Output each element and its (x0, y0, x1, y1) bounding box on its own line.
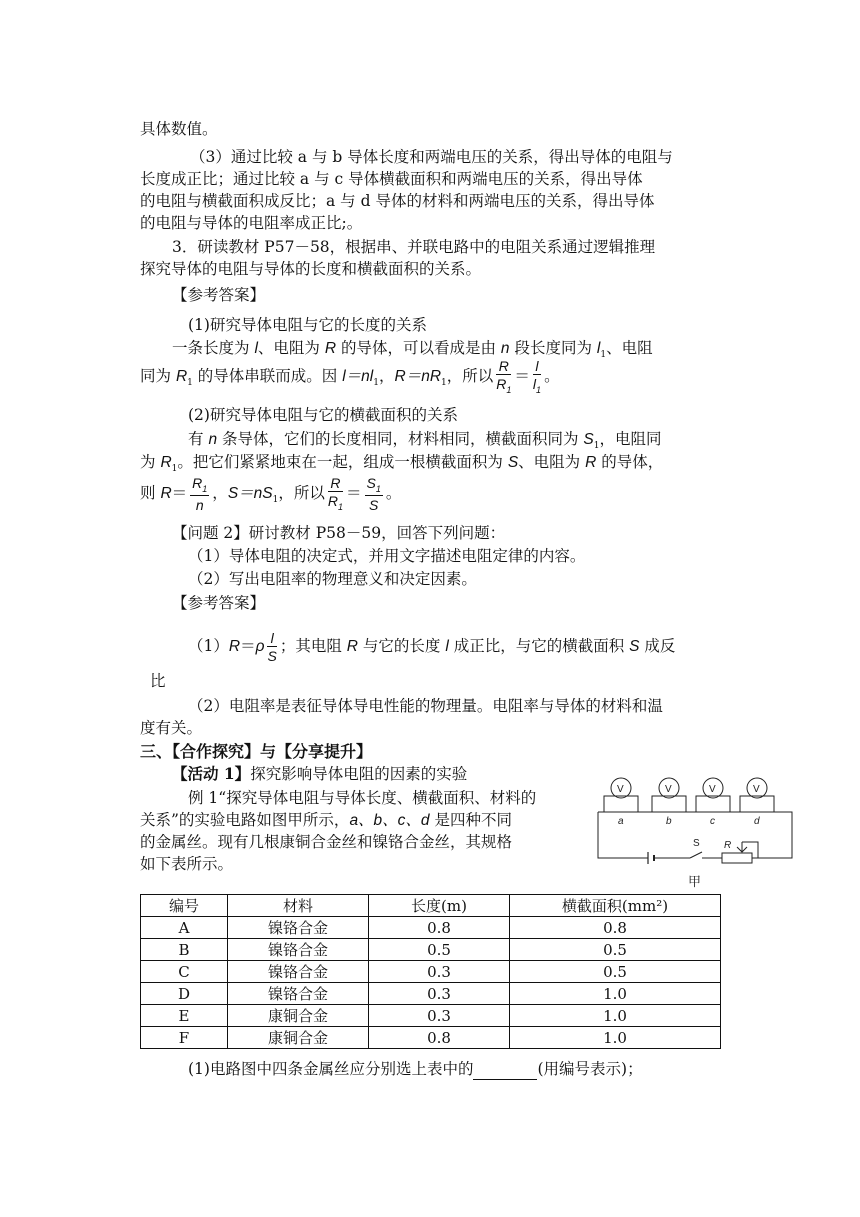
table-cell: A (141, 917, 228, 939)
table-cell: 0.3 (369, 983, 510, 1005)
table-row (141, 1005, 721, 1027)
formula-line: 则 R＝ $\frac{R_1}{n}$ ，$S=nS_1$，所以 $\frac{R}{R_1}$ ＝ $\frac{S_1}{S}$ 。 (140, 475, 402, 513)
text-line: 具体数值。 (140, 120, 218, 138)
table-cell: F (141, 1027, 228, 1049)
answer-heading: 【参考答案】 (172, 594, 266, 612)
formula-line: （1）R＝ρ $\frac{l}{S}$ ；其电阻 R 与它的长度 l 成正比，与它的横截面积 S 成反 (188, 630, 676, 664)
switch-label: S (693, 838, 700, 849)
wire-label-a: a (618, 816, 624, 827)
text-line: 探究导体的电阻与导体的长度和横截面积的关系。 (140, 260, 482, 278)
table-cell: 康铜合金 (228, 1005, 369, 1027)
table-header: 长度(m) (369, 895, 510, 917)
table-cell: 0.3 (369, 961, 510, 983)
text-line: （1）导体电阻的决定式，并用文字描述电阻定律的内容。 (188, 547, 586, 565)
wire-label-d: d (754, 816, 760, 827)
formula-line: 一条长度为 l、电阻为 R 的导体，可以看成是由 n 段长度同为 $l_1$、电阻 (172, 339, 653, 361)
table-cell: 镍铬合金 (228, 939, 369, 961)
table-cell: 0.5 (510, 961, 721, 983)
meter-symbol: V (753, 784, 760, 795)
fraction: $\frac{l}{S}$ (267, 630, 277, 664)
table-row (141, 961, 721, 983)
text-line: 如下表所示。 (140, 855, 234, 873)
text-line: （3）通过比较 a 与 b 导体长度和两端电压的关系，得出导体的电阻与 (190, 148, 673, 166)
text-line: （2）电阻率是表征导体导电性能的物理量。电阻率与导体的材料和温 (188, 697, 663, 715)
table-cell: D (141, 983, 228, 1005)
table-cell: 0.8 (369, 917, 510, 939)
formula-line: 同为 $R_1$ 的导体串联而成。因 $l=nl_1$，$R=nR_1$，所以 $\frac{R}{R_1}$ ＝ $\frac{l}{l_1}$ 。 (140, 358, 560, 395)
table-cell: 0.8 (510, 917, 721, 939)
answer-blank (473, 1063, 537, 1080)
meter-symbol: V (665, 784, 672, 795)
question-line: (1)电路图中四条金属丝应分别选上表中的 (用编号表示)； (188, 1060, 643, 1078)
table-row (141, 983, 721, 1005)
wire-label-c: c (710, 816, 715, 827)
table-row (141, 939, 721, 961)
section-heading: 三、【合作探究】与【分享提升】 (140, 742, 373, 761)
table-cell: 0.5 (369, 939, 510, 961)
text-line: 关系”的实验电路如图甲所示，a、b、c、d 是四种不同 (140, 811, 512, 829)
table-cell: E (141, 1005, 228, 1027)
table-cell: 镍铬合金 (228, 917, 369, 939)
table-cell: 镍铬合金 (228, 983, 369, 1005)
activity-heading: 【活动 1】探究影响导体电阻的因素的实验 (172, 764, 468, 783)
table-cell: 康铜合金 (228, 1027, 369, 1049)
text-line: 例 1“探究导体电阻与导体长度、横截面积、材料的 (188, 789, 537, 807)
text-line: (2)研究导体电阻与它的横截面积的关系 (188, 406, 458, 424)
text-line: 的电阻与导体的电阻率成正比;。 (140, 214, 363, 232)
table-cell: 1.0 (510, 1005, 721, 1027)
table-cell: 镍铬合金 (228, 961, 369, 983)
circuit-diagram (590, 772, 800, 892)
answer-heading: 【参考答案】 (172, 286, 266, 304)
text-line: 度有关。 (140, 719, 203, 737)
table-cell: 0.3 (369, 1005, 510, 1027)
table-cell: C (141, 961, 228, 983)
table-header: 横截面积(mm²) (510, 895, 721, 917)
table-cell: B (141, 939, 228, 961)
table-header-row (141, 895, 721, 917)
question-heading: 【问题 2】研讨教材 P58－59，回答下列问题： (172, 524, 506, 542)
text-line: 长度成正比；通过比较 a 与 c 导体横截面积和两端电压的关系，得出导体 (140, 170, 643, 188)
table-row (141, 917, 721, 939)
table-header: 材料 (228, 895, 369, 917)
formula-line: 为 $R_1$。把它们紧紧地束在一起，组成一根横截面积为 S、电阻为 R 的导体， (140, 453, 664, 475)
table-cell: 0.8 (369, 1027, 510, 1049)
rheostat-label: R (724, 840, 732, 851)
wire-label-b: b (666, 816, 672, 827)
fraction: $\frac{R}{R_1}$ (496, 358, 512, 395)
spec-table (140, 894, 721, 1049)
meter-symbol: V (617, 784, 624, 795)
formula-line: 有 n 条导体，它们的长度相同，材料相同，横截面积同为 $S_1$，电阻同 (188, 430, 662, 452)
fraction: $\frac{l}{l_1}$ (532, 358, 542, 395)
text-line: (1)研究导体电阻与它的长度的关系 (188, 316, 427, 334)
table-header: 编号 (141, 895, 228, 917)
fraction: $\frac{R}{R_1}$ (327, 475, 344, 512)
text-line: 比 (150, 672, 166, 690)
text-line: （2）写出电阻率的物理意义和决定因素。 (188, 570, 477, 588)
table-row (141, 1027, 721, 1049)
text-line: 的金属丝。现有几根康铜合金丝和镍铬合金丝，其规格 (140, 833, 513, 851)
text-line: 3．研读教材 P57－58，根据串、并联电路中的电阻关系通过逻辑推理 (172, 238, 656, 256)
fraction: $\frac{R_1}{n}$ (192, 475, 208, 513)
table-cell: 1.0 (510, 983, 721, 1005)
meter-symbol: V (709, 784, 716, 795)
figure-caption: 甲 (688, 875, 702, 890)
fraction: $\frac{S_1}{S}$ (366, 475, 381, 513)
table-cell: 0.5 (510, 939, 721, 961)
text-line: 的电阻与横截面积成反比；a 与 d 导体的材料和两端电压的关系，得出导体 (140, 192, 655, 210)
table-cell: 1.0 (510, 1027, 721, 1049)
